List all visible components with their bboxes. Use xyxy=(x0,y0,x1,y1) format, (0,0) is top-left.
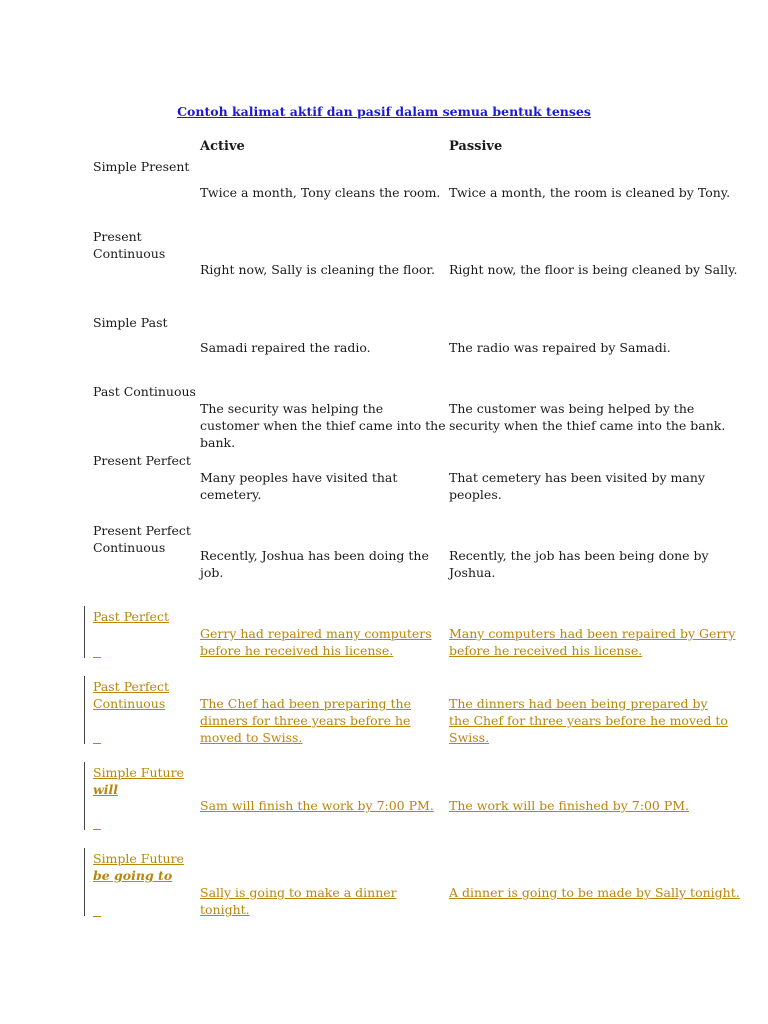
tense-present-perfect-continuous: Present Perfect Continuous xyxy=(93,523,191,555)
passive-sentence: Many computers had been repaired by Gerry before he received his license. xyxy=(449,626,736,658)
tense-simple-future-will: Simple Future will xyxy=(93,765,184,797)
tense-simple-past: Simple Past xyxy=(93,315,168,330)
active-sentence: The Chef had been preparing the dinners for three years before he moved to Swiss. xyxy=(200,696,411,745)
tense-present-continuous: Present Continuous xyxy=(93,229,166,261)
passive-sentence: Twice a month, the room is cleaned by Tony. xyxy=(449,185,731,200)
active-sentence: Many peoples have visited that cemetery. xyxy=(200,470,398,502)
passive-sentence: The customer was being helped by the security when the thief came into the bank. xyxy=(449,401,726,433)
active-sentence: Recently, Joshua has been doing the job. xyxy=(200,548,429,580)
header-active: Active xyxy=(200,139,245,154)
tense-simple-future-going-to: Simple Future be going to xyxy=(93,851,184,883)
revision-bar xyxy=(84,762,85,830)
active-sentence: Twice a month, Tony cleans the room. xyxy=(200,185,441,200)
tense-past-perfect-continuous: Past Perfect Continuous xyxy=(93,679,169,711)
title-link[interactable]: Contoh kalimat aktif dan pasif dalam semua bentuk tenses xyxy=(177,104,591,119)
tense-simple-present: Simple Present xyxy=(93,159,190,174)
revision-marker xyxy=(93,729,101,746)
active-sentence: The security was helping the customer when the thief came into the bank. xyxy=(200,401,446,450)
revision-bar xyxy=(84,848,85,916)
revision-bar xyxy=(84,676,85,744)
passive-sentence: Recently, the job has been being done by Joshua. xyxy=(449,548,709,580)
passive-sentence: The radio was repaired by Samadi. xyxy=(449,340,671,355)
passive-sentence: The work will be finished by 7:00 PM. xyxy=(449,798,690,813)
passive-sentence: A dinner is going to be made by Sally tonight. xyxy=(449,885,740,900)
passive-sentence: That cemetery has been visited by many peoples. xyxy=(449,470,705,502)
passive-sentence: The dinners had been being prepared by the Chef for three years before he moved to Swiss. xyxy=(449,696,728,745)
document-title[interactable] xyxy=(0,104,768,119)
active-sentence: Right now, Sally is cleaning the floor. xyxy=(200,262,435,277)
passive-sentence: Right now, the floor is being cleaned by Sally. xyxy=(449,262,738,277)
revision-marker xyxy=(93,902,101,919)
active-sentence: Gerry had repaired many computers before he received his license. xyxy=(200,626,432,658)
tense-present-perfect: Present Perfect xyxy=(93,453,191,468)
revision-bar xyxy=(84,606,85,658)
tense-past-perfect: Past Perfect xyxy=(93,609,169,624)
active-sentence: Sally is going to make a dinner tonight. xyxy=(200,885,397,917)
revision-marker xyxy=(93,643,101,660)
revision-marker xyxy=(93,815,101,832)
header-passive: Passive xyxy=(449,139,503,154)
tense-past-continuous: Past Continuous xyxy=(93,384,196,399)
active-sentence: Sam will finish the work by 7:00 PM. xyxy=(200,798,434,813)
active-sentence: Samadi repaired the radio. xyxy=(200,340,371,355)
